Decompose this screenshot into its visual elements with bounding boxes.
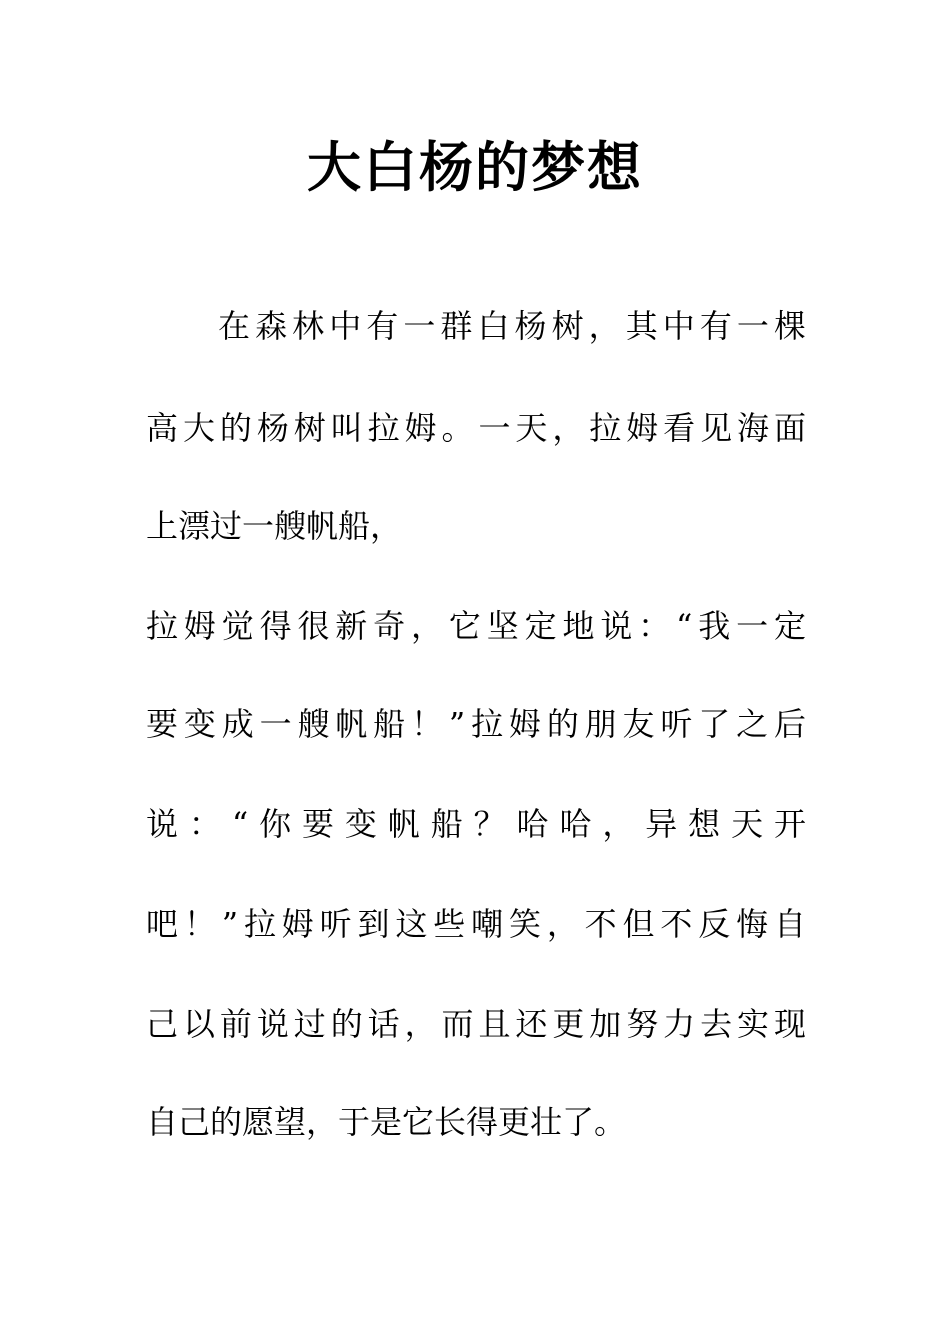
paragraph-line-5: 要变成一艘帆船！”拉姆的朋友听了之后 [146, 705, 806, 743]
paragraph-line-6: 说：“你要变帆船？哈哈，异想天开 [146, 805, 806, 843]
paragraph-line-1: 在森林中有一群白杨树，其中有一棵 [218, 307, 806, 345]
paragraph-line-3: 上漂过一艘帆船， [146, 507, 403, 545]
paragraph-line-4: 拉姆觉得很新奇，它坚定地说：“我一定 [146, 607, 806, 645]
paragraph-line-2: 高大的杨树叫拉姆。一天，拉姆看见海面 [146, 409, 806, 447]
paragraph-line-8: 己以前说过的话，而且还更加努力去实现 [146, 1005, 806, 1043]
paragraph-line-9: 自己的愿望，于是它长得更壮了。 [146, 1103, 627, 1141]
document-title: 大白杨的梦想 [307, 136, 643, 199]
paragraph-line-7: 吧！”拉姆听到这些嘲笑，不但不反悔自 [146, 905, 806, 943]
